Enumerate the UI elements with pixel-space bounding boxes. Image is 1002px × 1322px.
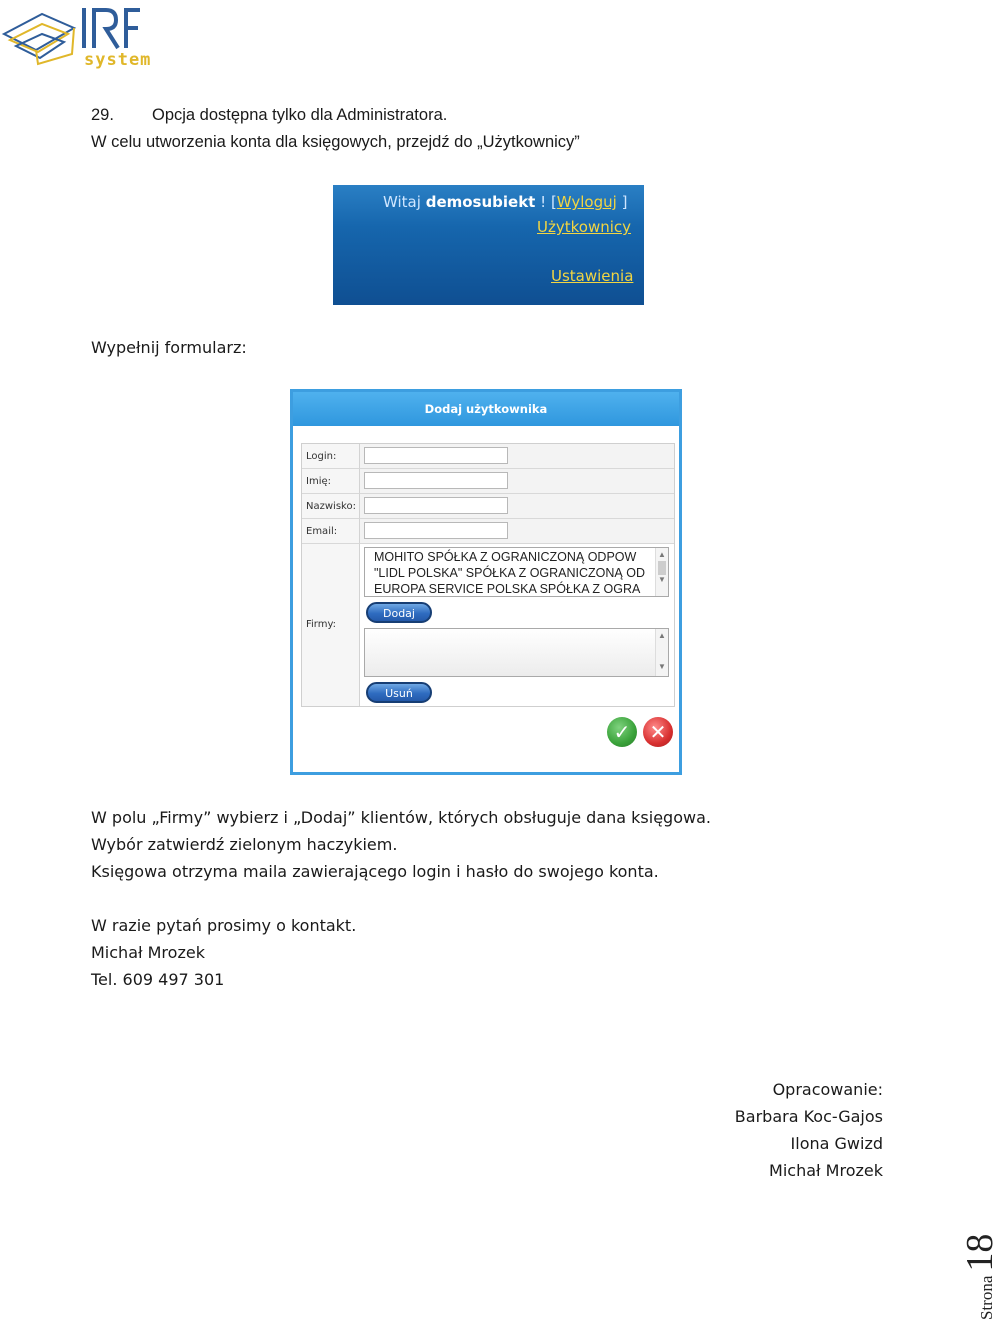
page-number (922, 1192, 1001, 1320)
contact-line-3: Tel. 609 497 301 (91, 970, 225, 989)
exclaim-text: ! (540, 193, 547, 211)
nazwisko-row (360, 494, 674, 519)
credits-block (735, 1076, 883, 1184)
firmy-row (360, 544, 674, 706)
add-company-button[interactable]: Dodaj (366, 602, 432, 623)
credits-name: Michał Mrozek (769, 1161, 883, 1180)
nazwisko-input[interactable] (364, 497, 508, 514)
login-label: Login: (302, 444, 360, 469)
body-line-2: Wybór zatwierdź zielonym haczykiem. (91, 835, 398, 854)
scroll-up-icon[interactable]: ▲ (658, 631, 666, 640)
contact-line-2: Michał Mrozek (91, 943, 205, 962)
check-icon[interactable]: ✓ (607, 717, 637, 747)
step-text: Opcja dostępna tylko dla Administratora. (152, 106, 448, 124)
form-heading: Wypełnij formularz: (91, 338, 247, 357)
credits-heading: Opracowanie: (772, 1080, 883, 1099)
dialog-title: Dodaj użytkownika (293, 392, 679, 426)
firmy-label: Firmy: (302, 544, 360, 706)
scroll-down-icon[interactable]: ▼ (658, 575, 666, 584)
credits-name: Barbara Koc-Gajos (734, 1107, 883, 1126)
imie-label: Imię: (302, 469, 360, 494)
logo-text: system (84, 50, 152, 70)
greeting-text: Witaj (383, 193, 421, 211)
contact-line-1: W razie pytań prosimy o kontakt. (91, 916, 357, 935)
company-option[interactable]: EUROPA SERVICE POLSKA SPÓŁKA Z OGRA (374, 582, 641, 596)
step-number: 29. (91, 106, 114, 124)
page-label: Strona (977, 1275, 996, 1320)
imie-input[interactable] (364, 472, 508, 489)
instruction-text: W celu utworzenia konta dla księgowych, przejdź do „Użytkownicy” (91, 133, 580, 151)
companies-list[interactable] (364, 547, 669, 597)
selected-companies-list[interactable] (364, 628, 669, 677)
add-user-dialog (290, 389, 682, 775)
login-input[interactable] (364, 447, 508, 464)
body-line-1: W polu „Firmy” wybierz i „Dodaj” klientów, których obsługuje dana księgowa. (91, 808, 711, 827)
company-option[interactable]: MOHITO SPÓŁKA Z OGRANICZONĄ ODPOW (374, 550, 637, 564)
close-icon[interactable]: ✕ (643, 717, 673, 747)
imie-row (360, 469, 674, 494)
users-link[interactable]: Użytkownicy (537, 218, 632, 236)
header-screenshot (333, 185, 644, 305)
company-option[interactable]: "LIDL POLSKA" SPÓŁKA Z OGRANICZONĄ OD (374, 566, 645, 580)
bracket-open: [ (550, 193, 557, 211)
email-input[interactable] (364, 522, 508, 539)
user-form (301, 443, 675, 707)
companies-scrollbar[interactable] (655, 548, 668, 596)
remove-company-button[interactable]: Usuń (366, 682, 432, 703)
page-number-value: 18 (959, 1233, 1001, 1272)
selected-scrollbar[interactable] (655, 629, 668, 676)
credits-name: Ilona Gwizd (790, 1134, 883, 1153)
logout-link[interactable]: Wyloguj (556, 193, 617, 211)
scroll-down-icon[interactable]: ▼ (658, 662, 666, 671)
login-row (360, 444, 674, 469)
email-label: Email: (302, 519, 360, 544)
irf-logo (2, 2, 162, 74)
scroll-up-icon[interactable]: ▲ (658, 550, 666, 559)
email-row (360, 519, 674, 544)
settings-link[interactable]: Ustawienia (551, 267, 634, 285)
body-line-3: Księgowa otrzyma maila zawierającego login i hasło do swojego konta. (91, 862, 659, 881)
username-text: demosubiekt (425, 193, 536, 211)
bracket-close: ] (621, 193, 628, 211)
nazwisko-label: Nazwisko: (302, 494, 360, 519)
